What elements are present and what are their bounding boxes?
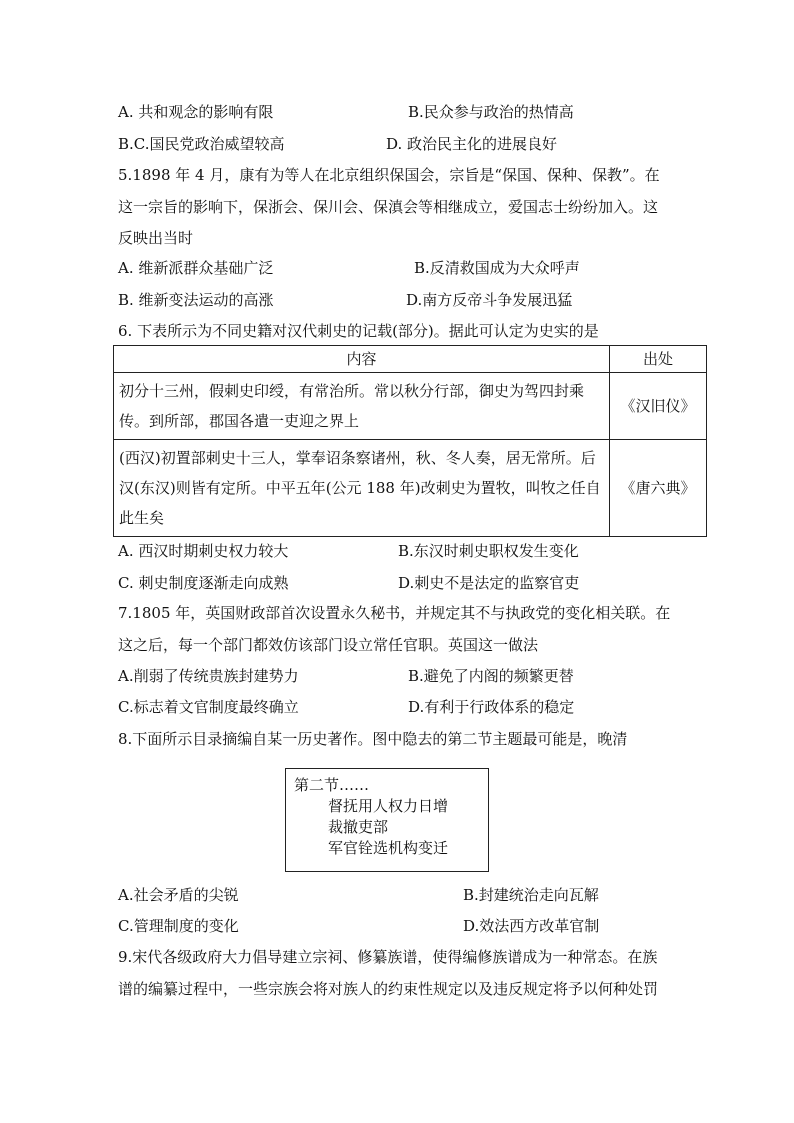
- q6-options-row-2: [118, 573, 718, 593]
- table-cell-content: (西汉)初置部刺史十三人，掌奉诏条察诸州，秋、冬人奏，居无常所。后汉(东汉)则皆有定所。中平五年(公元 188 年)改刺史为置牧，叫牧之任自此生矣: [114, 440, 610, 537]
- q7-options-row-1: [118, 666, 718, 686]
- q5-stem-line-2: 这一宗旨的影响下，保浙会、保川会、保滇会等相继成立，爱国志士纷纷加入。这: [118, 198, 659, 216]
- table-row: [114, 373, 707, 440]
- q5-option-d: D.南方反帝斗争发展迅猛: [406, 291, 573, 309]
- q7-option-d: D.有利于行政体系的稳定: [408, 698, 575, 716]
- q7-option-a: A.削弱了传统贵族封建势力: [118, 667, 299, 685]
- q7-options-row-2: [118, 697, 718, 717]
- q8-stem: 8.下面所示目录摘编自某一历史著作。图中隐去的第二节主题最可能是，晚清: [118, 730, 628, 748]
- table-cell-source: 《唐六典》: [610, 440, 707, 537]
- q6-options-row-1: [118, 541, 718, 561]
- table-header-source: 出处: [610, 346, 707, 373]
- q5-option-c: B. 维新变法运动的高涨: [118, 291, 274, 309]
- q7-stem-line-1: 7.1805 年，英国财政部首次设置永久秘书，并规定其不与执政党的变化相关联。在: [118, 604, 671, 622]
- q8-option-b: B.封建统治走向瓦解: [463, 886, 599, 904]
- q5-options-row-2: [118, 290, 718, 310]
- q4-options-row-2: [118, 134, 718, 154]
- q6-option-a: A. 西汉时期刺史权力较大: [118, 542, 289, 560]
- table-row: [114, 440, 707, 537]
- toc-item: 军官铨选机构变迁: [328, 839, 449, 857]
- table-cell-source: 《汉旧仪》: [610, 373, 707, 440]
- q5-option-b: B.反清救国成为大众呼声: [414, 259, 580, 277]
- q6-option-c: C. 刺史制度逐渐走向成熟: [118, 574, 289, 592]
- q7-stem-line-2: 这之后，每一个部门都效仿该部门设立常任官职。英国这一做法: [118, 636, 539, 654]
- q8-options-row-1: [118, 885, 718, 905]
- q5-option-a: A. 维新派群众基础广泛: [118, 259, 274, 277]
- q5-options-row-1: [118, 258, 718, 278]
- q8-table-of-contents-box: [285, 768, 489, 872]
- q8-options-row-2: [118, 916, 718, 936]
- q6-stem: 6. 下表所示为不同史籍对汉代刺史的记载(部分)。据此可认定为史实的是: [118, 322, 599, 340]
- table-cell-content: 初分十三州，假刺史印绶，有常治所。常以秋分行部，御史为驾四封乘传。到所部，郡国各遣一吏迎之界上: [114, 373, 610, 440]
- q9-stem-line-1: 9.宋代各级政府大力倡导建立宗祠、修纂族谱，使得编修族谱成为一种常态。在族: [118, 948, 658, 966]
- q4-option-c: B.C.国民党政治威望较高: [118, 135, 285, 153]
- q5-stem-line-1: 5.1898 年 4 月，康有为等人在北京组织保国会，宗旨是“保国、保种、保教”。在: [118, 166, 660, 184]
- q4-option-a: A. 共和观念的影响有限: [118, 103, 274, 121]
- q8-option-c: C.管理制度的变化: [118, 917, 239, 935]
- q9-stem-line-2: 谱的编纂过程中，一些宗族会将对族人的约束性规定以及违反规定将予以何种处罚: [118, 980, 659, 998]
- q5-stem-line-3: 反映出当时: [118, 229, 194, 247]
- q6-history-table: [113, 345, 707, 537]
- q4-options-row-1: [118, 102, 718, 122]
- toc-item: 督抚用人权力日增: [328, 797, 449, 815]
- q4-option-d: D. 政治民主化的进展良好: [386, 135, 558, 153]
- q8-option-d: D.效法西方改革官制: [463, 917, 600, 935]
- toc-title: 第二节……: [294, 776, 370, 794]
- q7-option-c: C.标志着文官制度最终确立: [118, 698, 299, 716]
- table-header-row: [114, 346, 707, 373]
- table-header-content: 内容: [114, 346, 610, 373]
- q6-option-b: B.东汉时刺史职权发生变化: [398, 542, 579, 560]
- q7-option-b: B.避免了内阁的频繁更替: [408, 667, 574, 685]
- q6-option-d: D.刺史不是法定的监察官吏: [398, 574, 580, 592]
- q4-option-b: B.民众参与政治的热情高: [408, 103, 574, 121]
- q8-option-a: A.社会矛盾的尖锐: [118, 886, 239, 904]
- toc-item: 裁撤吏部: [328, 818, 389, 836]
